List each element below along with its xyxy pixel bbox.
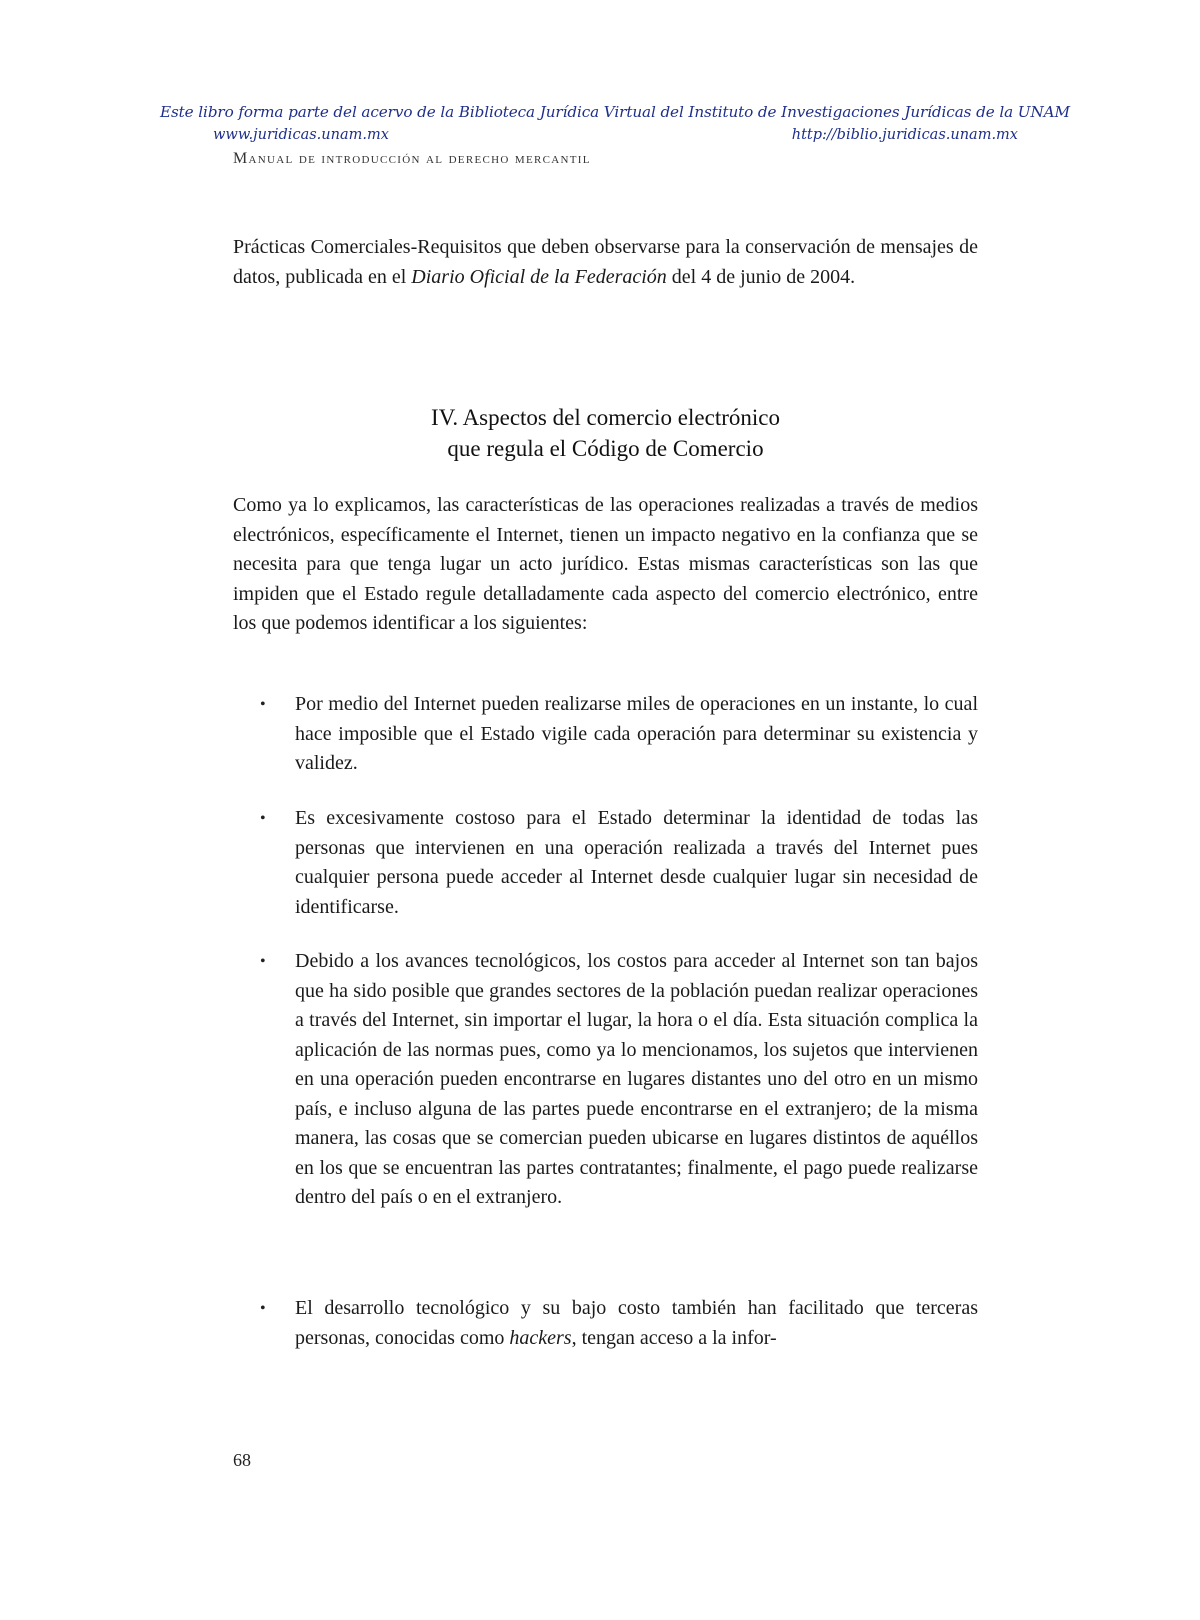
bullet-text-b: , tengan acceso a la infor- [571, 1326, 777, 1349]
section-heading [233, 402, 978, 464]
bullet-text-italic: hackers [509, 1326, 572, 1349]
bullet-text-a: El desarrollo tecnológico y su bajo costo también han facilitado que terceras personas, conocidas como [295, 1297, 978, 1349]
paragraph-intro [233, 233, 978, 292]
section-heading-line-1: IV. Aspectos del comercio electrónico [431, 405, 780, 430]
page-number: 68 [233, 1450, 251, 1470]
section-heading-line-2: que regula el Código de Comercio [447, 436, 764, 461]
bullet-text: Es excesivamente costoso para el Estado determinar la identidad de todas las personas que intervienen en una operación realizada a través del Internet pues cualquier persona puede acceder al Internet desde cualquier lugar sin necesidad de identificarse. [295, 807, 978, 918]
bullet-icon: • [260, 1300, 266, 1317]
running-head: Manual de introducción al derecho mercantil [233, 150, 591, 167]
bullet-icon: • [260, 953, 266, 970]
bullet-text [295, 1294, 978, 1353]
bullet-icon: • [260, 696, 266, 713]
paragraph-explanation: Como ya lo explicamos, las características de las operaciones realizadas a través de medios electrónicos, específicamente el Internet, tienen un impacto negativo en la confianza que se necesita para que tenga lugar un acto jurídico. Estas mismas características son las que impiden que el Estado regule detalladamente cada aspecto del comercio electrónico, entre los que podemos identificar a los siguientes: [233, 494, 978, 634]
library-banner: Este libro forma parte del acervo de la Biblioteca Jurídica Virtual del Instituto de Investigaciones Jurídicas de la UNAM [160, 103, 1070, 121]
paragraph-intro-text-a: Prácticas Comerciales-Requisitos que deben observarse para la conservación de mensajes de datos, publicada en el [233, 236, 978, 288]
bullet-icon: • [260, 810, 266, 827]
paragraph-intro-text-b: del 4 de junio de 2004. [666, 265, 856, 288]
paragraph-intro-italic: Diario Oficial de la Federación [411, 265, 667, 288]
biblio-link[interactable]: http://biblio.juridicas.unam.mx [791, 127, 1018, 143]
bullet-text: Debido a los avances tecnológicos, los costos para acceder al Internet son tan bajos que ha sido posible que grandes sectores de la población puedan realizar operaciones a través del Internet, sin importar el lugar, la hora o el día. Esta situación complica la aplicación de las normas pues, como ya lo mencionamos, los sujetos que intervienen en una operación pueden encontrarse en lugares distantes uno del otro en un mismo país, e incluso alguna de las partes puede encontrarse en el extranjero; de la misma manera, las cosas que se comercian pueden ubicarse en lugares distintos de aquéllos en los que se encuentran las partes contratantes; finalmente, el pago puede realizarse dentro del país o en el extranjero. [295, 950, 978, 1208]
juridicas-link[interactable]: www.juridicas.unam.mx [213, 127, 389, 143]
banner-urls [213, 127, 1018, 143]
bullet-text: Por medio del Internet pueden realizarse miles de operaciones en un instante, lo cual hace imposible que el Estado vigile cada operación para determinar su existencia y validez. [295, 693, 978, 774]
